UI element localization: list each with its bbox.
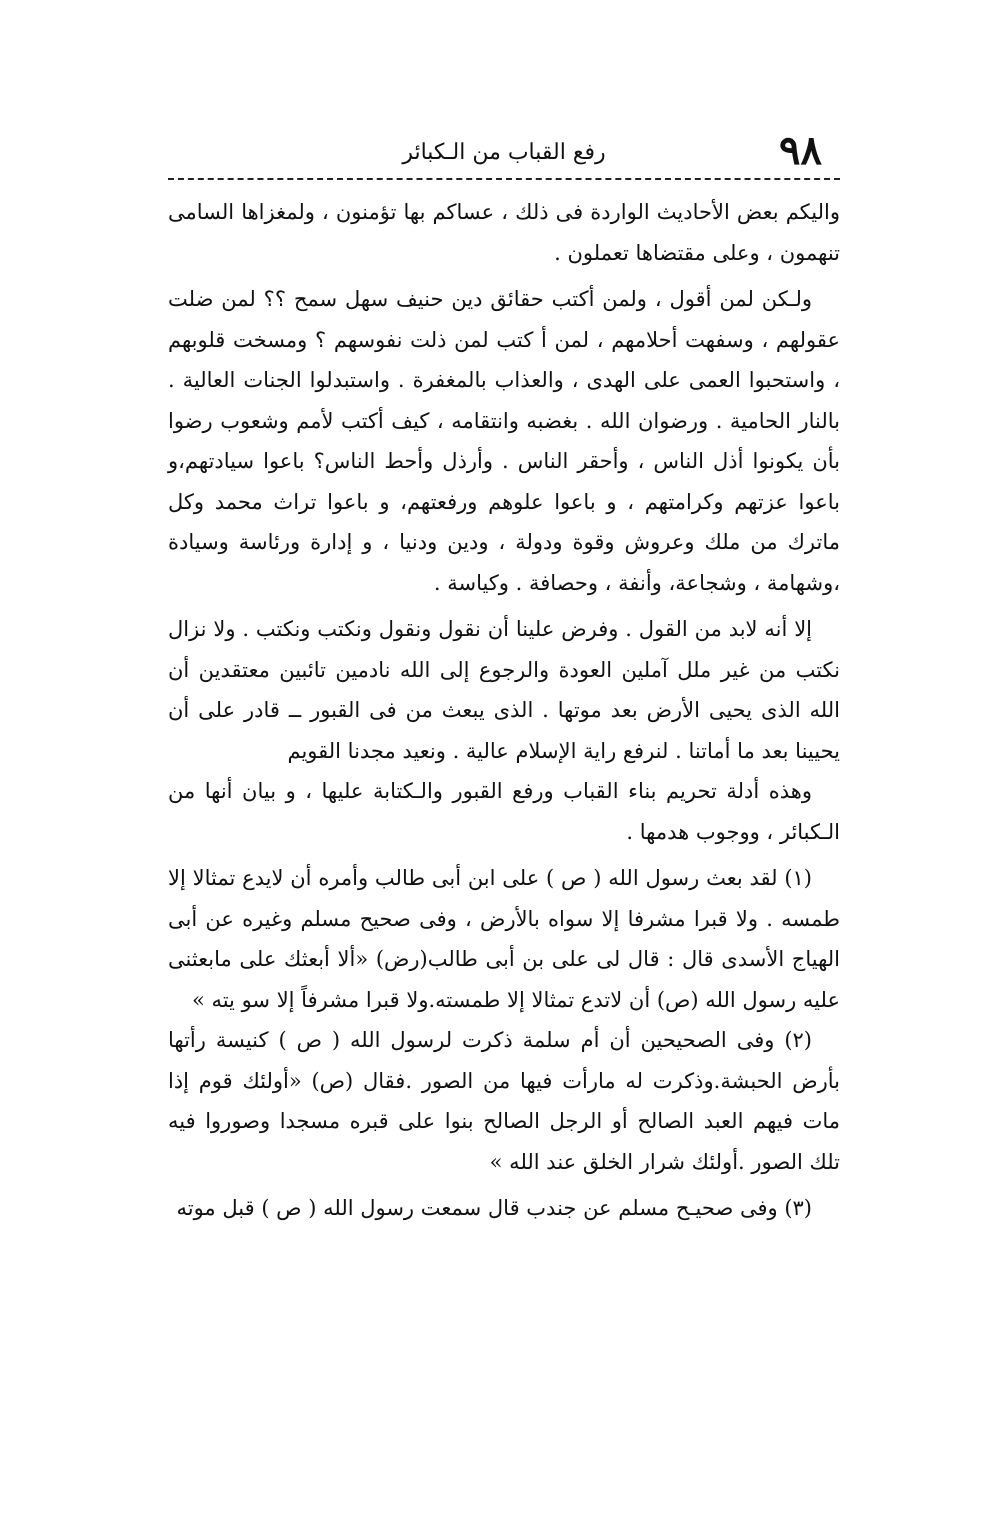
- paragraph-2: ولـكن لمن أقول ، ولمن أكتب حقائق دين حنيف سهل سمح ؟؟ لمن ضلت عقولهم ، وسفهت أحلامهم ، لمن أ كتب لمن ذلت نفوسهم ؟ ومسخت قلوبهم ، واستحبوا العمى على الهدى ، والعذاب بالمغفرة . واستبدلوا الجنات العالية . بالنار الحامية . ورضوان الله . بغضبه وانتقامه ، كيف أكتب لأمم وشعوب رضوا بأن يكونوا أذل الناس ، وأحقر الناس . وأرذل وأحط الناس؟ باعوا سيادتهم،و باعوا عزتهم وكرامتهم ، و باعوا علوهم ورفعتهم، و باعوا تراث محمد وكل ماترك من ملك وعروش وقوة ودولة ، ودين ودنيا ، و إدارة ورئاسة وسيادة ،وشهامة ، وشجاعة، وأنفة ، وحصافة . وكياسة .: [168, 287, 840, 595]
- running-title: رفع القباب من الـكبائر: [402, 140, 606, 165]
- page-header: [168, 128, 840, 180]
- page-number: ٩٨: [779, 127, 822, 174]
- paragraph-1: واليكم بعض الأحاديث الواردة فى ذلك ، عساكم بها تؤمنون ، ولمغزاها السامى تنهمون ، وعلى مقتضاها تعملون .: [168, 200, 840, 265]
- body-text: [168, 192, 840, 1229]
- paragraph-4: وهذه أدلة تحريم بناء القباب ورفع القبور والـكتابة عليها ، و بيان أنها من الـكبائر ، ووجوب هدمها .: [168, 779, 840, 844]
- paragraph-hadith-2: (٢) وفى الصحيحين أن أم سلمة ذكرت لرسول الله ( ص ) كنيسة رأتها بأرض الحبشة.وذكرت له مارأت فيها من الصور .فقال (ص) «أولئك قوم إذا مات فيهم العبد الصالح أو الرجل الصالح بنوا على قبره مسجدا وصوروا فيه تلك الصور .أولئك شرار الخلق عند الله »: [168, 1028, 840, 1174]
- paragraph-hadith-3: (٣) وفى صحيـح مسلم عن جندب قال سمعت رسول الله ( ص ) قبل موته: [176, 1196, 812, 1220]
- paragraph-hadith-1: (١) لقد بعث رسول الله ( ص ) على ابن أبى طالب وأمره أن لايدع تمثالا إلا طمسه . ولا قبرا مشرفا إلا سواه بالأرض ، وفى صحيح مسلم وغيره عن أبى الهياج الأسدى قال : قال لى على بن أبى طالب(رض) «ألا أبعثك على مابعثنى عليه رسول الله (ص) أن لاتدع تمثالا إلا طمسته.ولا قبرا مشرفاً إلا سو يته »: [168, 866, 840, 1012]
- header-divider: [168, 178, 840, 180]
- paragraph-3: إلا أنه لابد من القول . وفرض علينا أن نقول ونقول ونكتب ونكتب . ولا نزال نكتب من غير ملل آملين العودة والرجوع إلى الله نادمين تائبين معتقدين أن الله الذى يحيى الأرض بعد موتها . الذى يبعث من فى القبور ــ قادر على أن يحيينا بعد ما أماتنا . لنرفع راية الإسلام عالية . ونعيد مجدنا القويم: [168, 617, 840, 763]
